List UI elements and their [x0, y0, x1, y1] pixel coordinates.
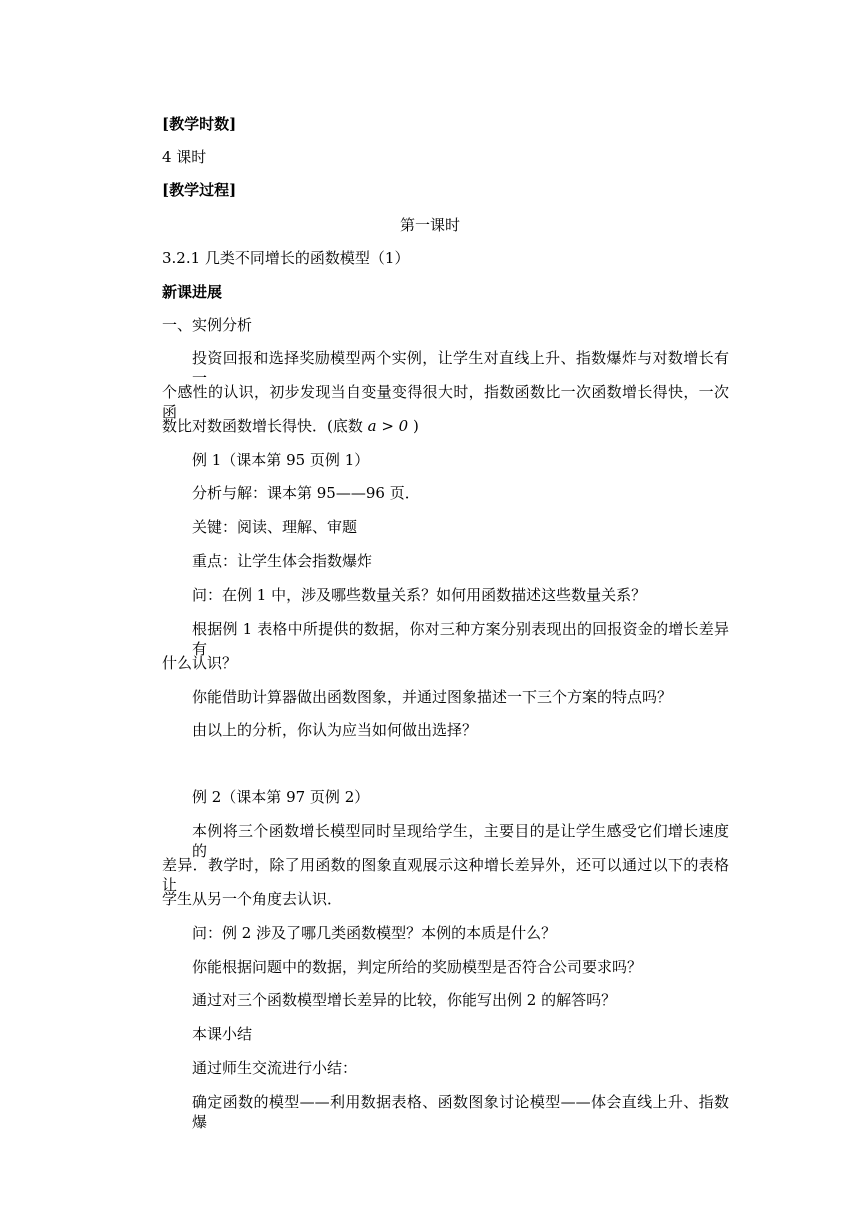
key-line: 关键：阅读、理解、审题	[192, 518, 358, 536]
example-1-label: 例 1（课本第 95 页例 1）	[192, 451, 370, 469]
part-one-heading: 一、实例分析	[162, 316, 253, 334]
lesson-title: 第一课时	[399, 216, 460, 234]
heading-teaching-process: [教学过程]	[162, 181, 237, 199]
question-7: 通过对三个函数模型增长差异的比较，你能写出例 2 的解答吗？	[192, 991, 617, 1009]
paragraph-1-line-3-suffix: )	[408, 417, 419, 435]
paragraph-1-line-2: 个感性的认识，初步发现当自变量变得很大时，指数函数比一次函数增长得快，一次函	[162, 383, 729, 421]
section-title: 3.2.1 几类不同增长的函数模型（1）	[162, 249, 410, 267]
base-condition-math: a > 0	[367, 417, 409, 435]
summary-intro: 通过师生交流进行小结：	[192, 1059, 358, 1077]
question-2-line-1: 根据例 1 表格中所提供的数据，你对三种方案分别表现出的回报资金的增长差异有	[192, 620, 729, 658]
question-3: 你能借助计算器做出函数图象，并通过图象描述一下三个方案的特点吗？	[192, 688, 673, 706]
focus-line: 重点：让学生体会指数爆炸	[192, 552, 373, 570]
paragraph-1-line-3-prefix: 数比对数函数增长得快．(底数	[162, 417, 368, 435]
teaching-hours-value: 4 课时	[162, 148, 207, 166]
paragraph-2-line-3: 学生从另一个角度去认识．	[162, 890, 343, 908]
question-2-line-2: 什么认识？	[162, 654, 238, 672]
paragraph-1-line-3	[162, 416, 419, 436]
question-1: 问：在例 1 中，涉及哪些数量关系？如何用函数描述这些数量关系？	[192, 586, 647, 604]
summary-line-1: 确定函数的模型——利用数据表格、函数图象讨论模型——体会直线上升、指数爆	[192, 1093, 729, 1131]
question-5: 问：例 2 涉及了哪几类函数模型？本例的本质是什么？	[192, 924, 557, 942]
question-6: 你能根据问题中的数据，判定所给的奖励模型是否符合公司要求吗？	[192, 958, 643, 976]
analysis-line: 分析与解：课本第 95——96 页．	[192, 484, 420, 502]
heading-teaching-hours: [教学时数]	[162, 115, 237, 133]
paragraph-1-line-1: 投资回报和选择奖励模型两个实例，让学生对直线上升、指数爆炸与对数增长有一	[192, 349, 729, 387]
paragraph-2-line-1: 本例将三个函数增长模型同时呈现给学生，主要目的是让学生感受它们增长速度的	[192, 822, 729, 860]
summary-title: 本课小结	[192, 1025, 253, 1043]
paragraph-2-line-2: 差异．教学时，除了用函数的图象直观展示这种增长差异外，还可以通过以下的表格让	[162, 856, 729, 894]
question-4: 由以上的分析，你认为应当如何做出选择？	[192, 721, 478, 739]
new-lesson-heading: 新课进展	[162, 283, 223, 301]
example-2-label: 例 2（课本第 97 页例 2）	[192, 788, 370, 806]
